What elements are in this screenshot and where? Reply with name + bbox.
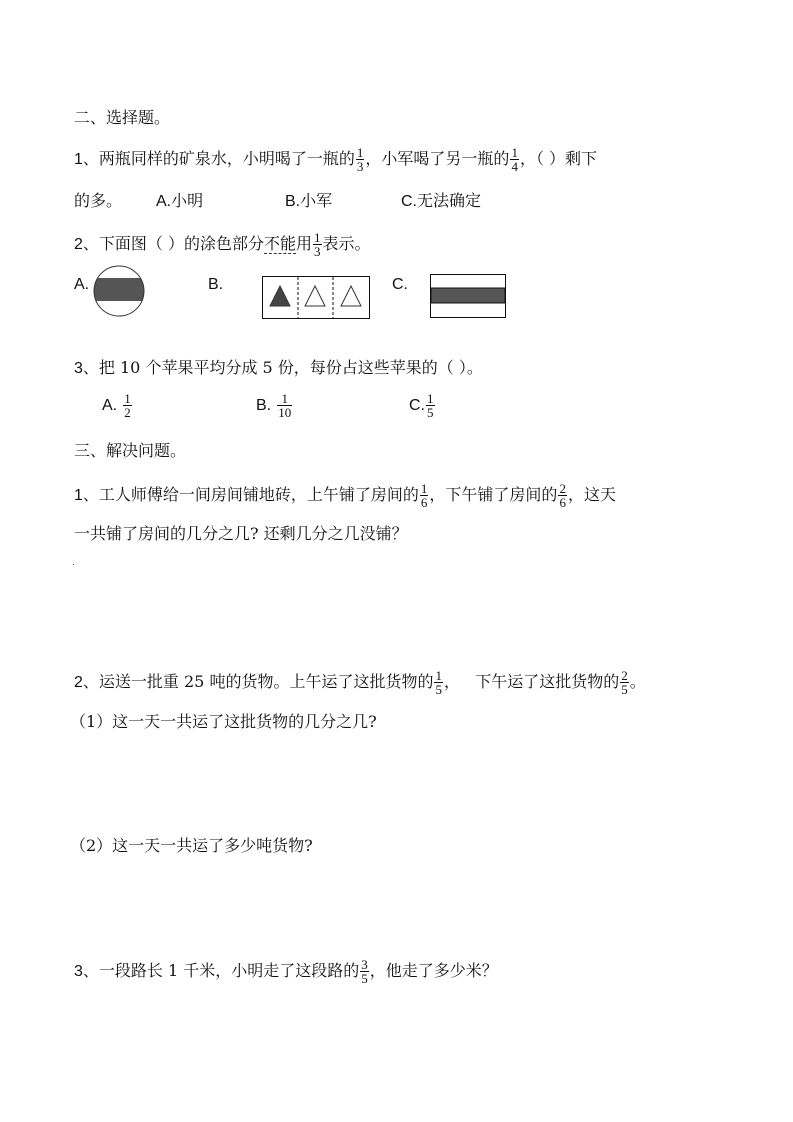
problem-number: 2、: [74, 674, 99, 691]
section-title-problems: 三、解决问题。: [74, 441, 187, 460]
problem-number: 3、: [74, 963, 99, 980]
fraction: $\frac{2}{5}$: [621, 668, 628, 697]
question-text: 下面图（ ）的涂色部分: [98, 234, 264, 253]
answer-blank: ，（ ）剩下: [519, 149, 598, 168]
fraction: $\frac{1}{5}$: [427, 391, 434, 420]
problem-1-line-2: 一共铺了房间的几分之几? 还剩几分之几没铺？: [74, 524, 408, 543]
fraction: $\frac{3}{5}$: [361, 957, 368, 986]
fraction: $\frac{1}{3}$: [356, 145, 364, 174]
fraction: $\frac{2}{6}$: [559, 481, 566, 510]
stray-dot: [73, 564, 74, 565]
option-a: A.小明: [156, 191, 204, 210]
q3-option-c: C. $\frac{1}{5}$: [409, 391, 434, 420]
fraction: $\frac{1}{3}$: [314, 230, 321, 259]
question-3: [74, 358, 483, 379]
question-number: 1、: [74, 151, 99, 168]
option-c-label: C.: [392, 276, 408, 293]
problem-2: 2、运送一批重 25 吨的货物。上午运了这批货物的 $\frac{1}{5}$ ， 下午运了这批货物的 $\frac{2}{5}$ 。: [74, 668, 646, 697]
fraction: $\frac{1}{6}$: [420, 481, 428, 510]
question-text: 把 10 个苹果平均分成 5 份，每份占这些苹果的（ ）。: [98, 358, 483, 377]
question-text: 两瓶同样的矿泉水，小明喝了一瓶的: [98, 149, 355, 168]
question-text: ，小军喝了另一瓶的: [365, 149, 510, 168]
triangles-figure: [262, 276, 370, 319]
question-number: 2、: [74, 236, 99, 253]
fraction: $\frac{1}{5}$: [435, 668, 442, 697]
rect-band-figure: [430, 274, 506, 318]
option-c: C.无法确定: [401, 191, 482, 210]
fraction: $\frac{1}{10}$: [278, 391, 292, 420]
fraction: $\frac{1}{2}$: [124, 391, 131, 420]
circle-band-figure: [92, 264, 146, 318]
question-1-line-1: [74, 146, 597, 173]
problem-2-sub-1: （1）这一天一共运了这批货物的几分之几?: [70, 712, 377, 731]
q3-option-a: A. $\frac{1}{2}$: [102, 391, 131, 420]
q3-option-b: B. $\frac{1}{10}$: [256, 391, 292, 420]
question-number: 3、: [74, 360, 99, 377]
problem-2-sub-2: （2）这一天一共运了多少吨货物?: [70, 836, 313, 855]
emphasis-underline: 不能: [264, 234, 297, 253]
problem-3: 3、一段路长 1 千米，小明走了这段路的 $\frac{3}{5}$ ，他走了多少米？: [74, 957, 498, 986]
option-a-label: A.: [74, 276, 90, 293]
section-title-choice: 二、选择题。: [74, 108, 171, 127]
option-b-label: B.: [208, 276, 224, 293]
question-1-line-2: 的多。: [74, 191, 123, 210]
problem-1-line-1: 1、工人师傅给一间房间铺地砖，上午铺了房间的 $\frac{1}{6}$ ，下午铺了房间的 $\frac{2}{6}$ ，这天: [74, 481, 616, 510]
problem-number: 1、: [74, 487, 99, 504]
option-b: B.小军: [285, 191, 333, 210]
question-2: 2、下面图（ ）的涂色部分不能用 $\frac{1}{3}$ 表示。: [74, 230, 371, 259]
fraction: $\frac{1}{4}$: [511, 145, 518, 174]
